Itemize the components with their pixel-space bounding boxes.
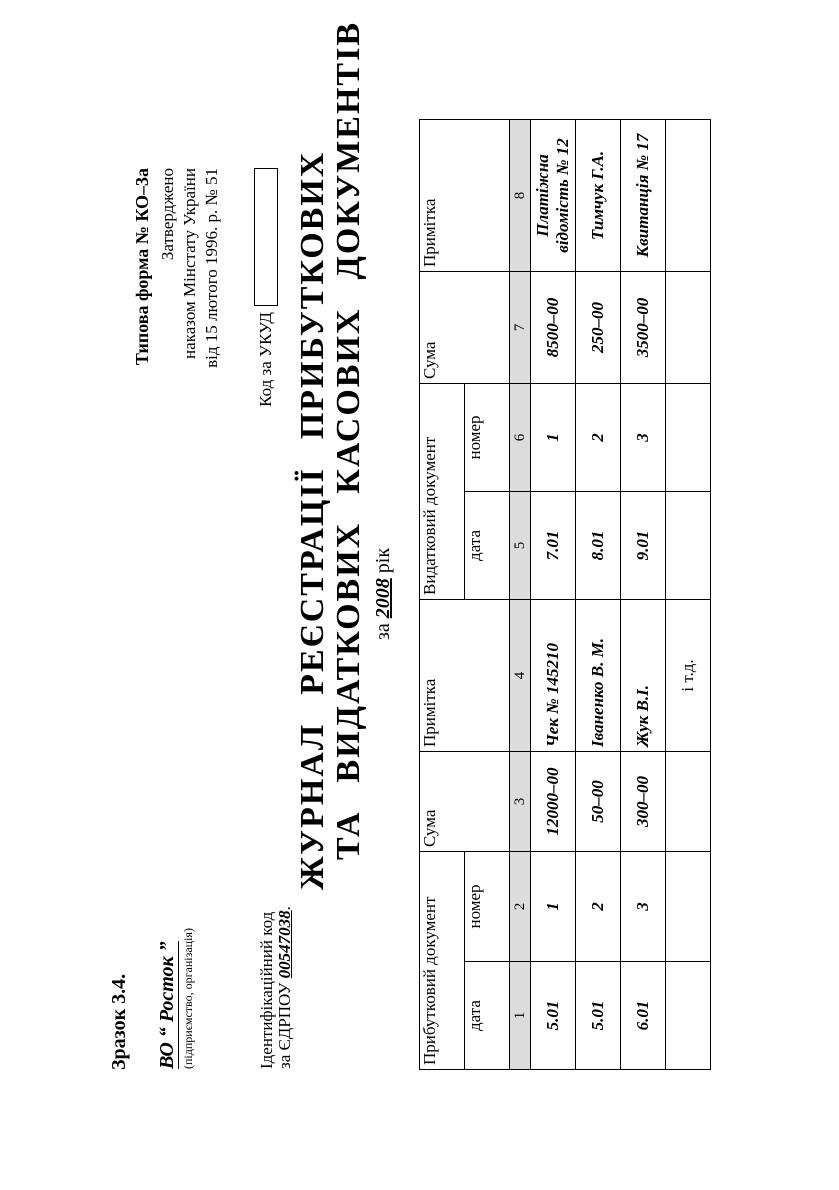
cell-expense-note (666, 119, 711, 271)
year-prefix: за (372, 623, 394, 640)
cell-income-note: Іваненко В. М. (576, 599, 621, 751)
cell-expense-date: 9.01 (621, 491, 666, 599)
cell-income-date: 5.01 (531, 962, 576, 1070)
cell-expense-date (666, 491, 711, 599)
cell-income-sum (666, 751, 711, 851)
header-sum-income: Сума (420, 751, 510, 851)
table-row (621, 119, 666, 1069)
cell-expense-date: 7.01 (531, 491, 576, 599)
title-word: КАСОВИХ (330, 307, 367, 494)
title-word: РЕЄСТРАЦІЇ (294, 467, 331, 695)
sample-label: Зразок 3.4. (108, 973, 130, 1070)
cell-expense-sum: 3500–00 (621, 271, 666, 383)
column-number: 6 (510, 383, 531, 491)
title-word: ТА (330, 810, 367, 860)
cell-expense-number: 1 (531, 383, 576, 491)
header-income-doc: Прибутковий документ (420, 851, 465, 1069)
cell-expense-note: Квитанція № 17 (621, 119, 666, 271)
header-expense-date: дата (465, 491, 510, 599)
column-number: 1 (510, 962, 531, 1070)
column-number-row (510, 119, 531, 1069)
cell-income-number (666, 851, 711, 961)
edrpou-label: за ЄДРПОУ (275, 982, 294, 1069)
cell-expense-sum: 250–00 (576, 271, 621, 383)
cell-income-date: 6.01 (621, 962, 666, 1070)
header-expense-doc: Видатковий документ (420, 383, 465, 599)
organization-name: ВО “ Росток ” (156, 941, 178, 1069)
cell-income-sum: 300–00 (621, 751, 666, 851)
edrpou-suffix: . (275, 906, 294, 911)
table-row (666, 119, 711, 1069)
cell-expense-number (666, 383, 711, 491)
edrpou-line (275, 906, 295, 1069)
header-note-expense: Примітка (420, 119, 510, 271)
approved-label: Затверджено (158, 168, 177, 261)
cell-income-sum: 50–00 (576, 751, 621, 851)
ukud-code-box[interactable] (254, 168, 278, 306)
header-note-income: Примітка (420, 599, 510, 751)
cell-expense-number: 3 (621, 383, 666, 491)
column-number: 8 (510, 119, 531, 271)
approved-by: наказом Мінстату України (180, 168, 199, 359)
column-number: 5 (510, 491, 531, 599)
journal-table (419, 119, 711, 1070)
header-expense-number: номер (465, 383, 510, 491)
column-number: 4 (510, 599, 531, 751)
header-sum-expense: Сума (420, 271, 510, 383)
cell-income-note: Жук В.І. (621, 599, 666, 751)
cell-income-note: Чек № 145210 (531, 599, 576, 751)
cell-income-date (666, 962, 711, 1070)
cell-income-number: 1 (531, 851, 576, 961)
title-word: ЖУРНАЛ (294, 722, 331, 890)
ukud-row (254, 168, 278, 407)
edrpou-code: 00547038 (275, 910, 294, 979)
cell-expense-sum: 8500–00 (531, 271, 576, 383)
cell-income-note: і т.д. (666, 599, 711, 751)
cell-income-date: 5.01 (576, 962, 621, 1070)
cell-income-sum: 12000–00 (531, 751, 576, 851)
cell-income-number: 2 (576, 851, 621, 961)
title-word: ВИДАТКОВИХ (330, 521, 367, 783)
title-word: ДОКУМЕНТІВ (330, 20, 367, 280)
cell-expense-note: Платіжна відомість № 12 (531, 119, 576, 271)
year-line (372, 548, 395, 640)
table-row (531, 119, 576, 1069)
cell-income-number: 3 (621, 851, 666, 961)
year-value: 2008 (372, 578, 394, 619)
title-line-2 (330, 21, 368, 860)
organization-caption: (підприємство, організація) (181, 928, 195, 1069)
header-income-date: дата (465, 962, 510, 1070)
cell-expense-note: Тимчук Г.А. (576, 119, 621, 271)
form-number: Типова форма № КО–3а (132, 168, 152, 366)
column-number: 3 (510, 751, 531, 851)
column-number: 2 (510, 851, 531, 961)
year-suffix: рік (372, 547, 394, 574)
approved-date: від 15 лютого 1996. р. № 51 (202, 168, 221, 368)
header-income-number: номер (465, 851, 510, 961)
title-line-1 (294, 151, 332, 890)
cell-expense-date: 8.01 (576, 491, 621, 599)
header-row-1 (420, 119, 465, 1069)
identification-label: Ідентифікаційний код (257, 911, 276, 1069)
title-word: ПРИБУТКОВИХ (294, 150, 331, 440)
cell-expense-sum (666, 271, 711, 383)
cell-expense-number: 2 (576, 383, 621, 491)
ukud-label: Код за УКУД (256, 312, 275, 407)
column-number: 7 (510, 271, 531, 383)
table-row (576, 119, 621, 1069)
